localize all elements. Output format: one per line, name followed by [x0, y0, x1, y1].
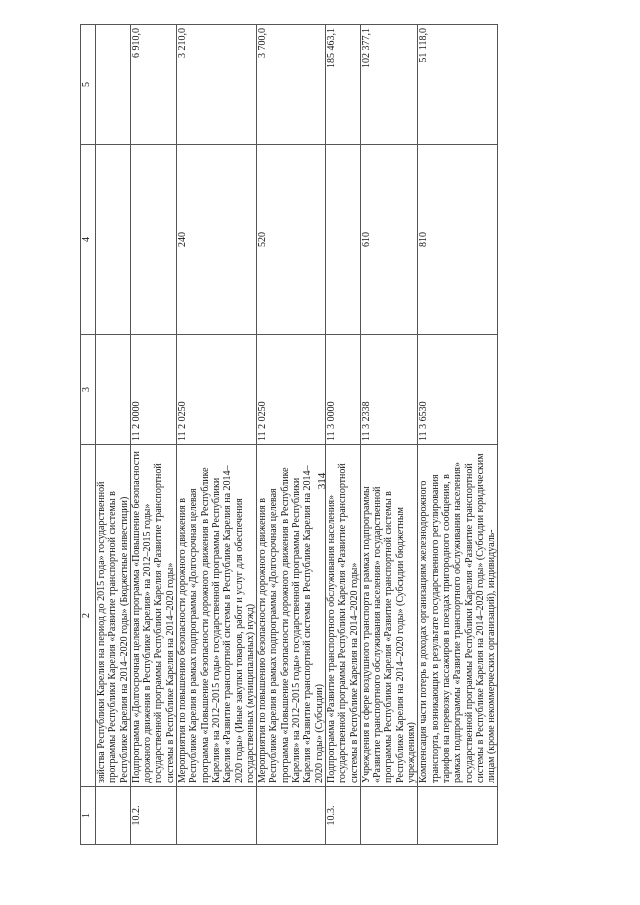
table-row [130, 25, 176, 845]
row-number [360, 787, 417, 845]
row-expense-type [96, 145, 131, 335]
budget-table [80, 24, 498, 845]
row-description: Компенсация части потерь в доходах организациям железнодорожного транспорта, возникающих в результате государственного регулирования тарифов на перевозку пассажиров в поездах пригородного сообщения, в рамках подпрограммы «Развитие транспортного обслуживания населения» государственной программы Республики Карелия «Развитие транспортной системы в Республике Карелия на 2014–2020 годы» (Субсидии юридическим лицам (кроме некоммерческих организаций), индивидуаль- [418, 445, 498, 787]
row-code [96, 335, 131, 445]
row-code: 11 2 0250 [257, 335, 326, 445]
row-expense-type [325, 145, 360, 335]
row-expense-type: 610 [360, 145, 417, 335]
row-expense-type: 520 [257, 145, 326, 335]
row-description: Подпрограмма «Развитие транспортного обслуживания населения» государственной программы Республики Карелия «Развитие транспортной системы в Республике Карелия на 2014–2020 годы» [325, 445, 360, 787]
row-amount [96, 25, 131, 145]
row-description: Мероприятия по повышению безопасности дорожного движения в Республике Карелия в рамках подпрограммы «Долгосрочная целевая программа «Повышение безопасности дорожного движения в Республике Карелия» на 2012–2015 годы» государственной программы Республики Карелия «Развитие транспортной системы в Республике Карелия на 2014–2020 годы» (Субсидии) [257, 445, 326, 787]
header-cell: 4 [81, 145, 96, 335]
row-description: зяйства Республики Карелия на период до 2015 года» государственной программы Республики Карелия «Развитие транспортной системы в Республике Карелия на 2014–2020 годы» (Бюджетные инвестиции) [96, 445, 131, 787]
header-cell: 5 [81, 25, 96, 145]
row-description: Мероприятия по повышению безопасности дорожного движения в Республике Карелия в рамках подпрограммы «Долгосрочная целевая программа «Повышение безопасности дорожного движения в Республике Карелия» на 2012–2015 годы» государственной программы Республики Карелия «Развитие транспортной системы в Республике Карелия на 2014–2020 годы» (Иные закупки товаров, работ и услуг для обеспечения государственных (муниципальных) нужд) [177, 445, 257, 787]
row-number [96, 787, 131, 845]
table-row [257, 25, 326, 845]
row-amount: 185 463,1 [325, 25, 360, 145]
row-expense-type: 810 [418, 145, 498, 335]
table-row [325, 25, 360, 845]
row-amount: 3 700,0 [257, 25, 326, 145]
rotated-page [80, 25, 640, 845]
row-number [418, 787, 498, 845]
row-expense-type: 240 [177, 145, 257, 335]
table-row [418, 25, 498, 845]
table-row [360, 25, 417, 845]
row-amount: 6 910,0 [130, 25, 176, 145]
row-amount: 102 377,1 [360, 25, 417, 145]
row-description: Учреждения в сфере воздушного транспорта в рамках подпрограммы «Развитие транспортного обслуживания населения» государственной программы Республики Карелия «Развитие транспортной системы в Республике Карелия на 2014–2020 годы» (Субсидии бюджетным учреждениям) [360, 445, 417, 787]
page-number: 314 [316, 472, 328, 490]
header-row [81, 25, 96, 845]
row-code: 11 3 6530 [418, 335, 498, 445]
header-cell: 2 [81, 445, 96, 787]
row-number [257, 787, 326, 845]
row-number [177, 787, 257, 845]
header-cell: 1 [81, 787, 96, 845]
header-cell: 3 [81, 335, 96, 445]
table-row [96, 25, 131, 845]
row-description: Подпрограмма «Долгосрочная целевая программа «Повышение безопасности дорожного движения в Республике Карелия» на 2012–2015 годы» государственной программы Республики Карелия «Развитие транспортной системы в Республике Карелия на 2014–2020 годы» [130, 445, 176, 787]
row-code: 11 2 0250 [177, 335, 257, 445]
row-code: 11 3 0000 [325, 335, 360, 445]
table-row [177, 25, 257, 845]
row-number: 10.3. [325, 787, 360, 845]
row-amount: 51 118,0 [418, 25, 498, 145]
row-code: 11 2 0000 [130, 335, 176, 445]
row-code: 11 3 2338 [360, 335, 417, 445]
row-expense-type [130, 145, 176, 335]
row-number: 10.2. [130, 787, 176, 845]
row-amount: 3 210,0 [177, 25, 257, 145]
